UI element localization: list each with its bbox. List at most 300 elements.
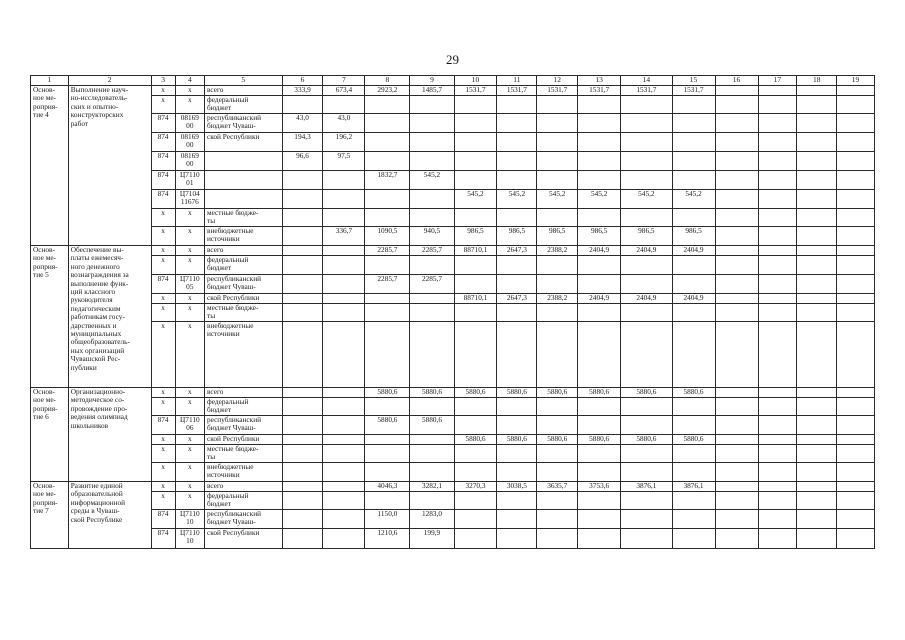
funding-amount [797, 445, 837, 463]
funding-amount [758, 246, 797, 256]
funding-amount [497, 96, 537, 114]
column-header: 16 [715, 76, 758, 86]
funding-amount [758, 445, 797, 463]
funding-amount [715, 171, 758, 190]
funding-amount [497, 529, 537, 549]
funding-amount [497, 510, 537, 529]
funding-amount [758, 435, 797, 445]
funding-amount [323, 256, 365, 275]
funding-amount [837, 388, 875, 398]
table-row [31, 256, 875, 275]
funding-amount [672, 463, 715, 482]
target-article-code: х [175, 304, 204, 322]
funding-amount [837, 529, 875, 549]
funding-amount [282, 304, 323, 322]
measure-name: Основ- ное ме- роприя- тие 4 [31, 86, 69, 246]
grbs-code: х [151, 482, 175, 492]
funding-amount [537, 256, 578, 275]
table-row [31, 435, 875, 445]
funding-amount [797, 398, 837, 416]
funding-amount [621, 492, 672, 510]
funding-amount: 545,2 [537, 190, 578, 209]
funding-amount [621, 463, 672, 482]
funding-amount [797, 529, 837, 549]
table-row [31, 482, 875, 492]
table-row [31, 227, 875, 246]
funding-amount [758, 388, 797, 398]
funding-amount [797, 246, 837, 256]
target-article-code: х [175, 445, 204, 463]
table-row [31, 492, 875, 510]
funding-amount: 5880,6 [578, 388, 621, 398]
measure-description: Развитие единой образовательной информационной среды в Чуваш- ской Республике [68, 482, 151, 549]
funding-amount [758, 256, 797, 275]
funding-amount [578, 416, 621, 435]
table-row [31, 416, 875, 435]
funding-amount [837, 96, 875, 114]
funding-amount: 2404,9 [578, 246, 621, 256]
funding-amount [410, 190, 454, 209]
target-article-code: Ц7110 01 [175, 171, 204, 190]
funding-amount: 5880,6 [454, 388, 497, 398]
table-row [31, 322, 875, 388]
funding-amount: 986,5 [621, 227, 672, 246]
funding-amount [578, 256, 621, 275]
funding-amount [715, 275, 758, 294]
funding-amount [537, 416, 578, 435]
funding-amount [497, 209, 537, 227]
funding-amount: 986,5 [578, 227, 621, 246]
funding-source [205, 152, 283, 171]
target-article-code: х [175, 256, 204, 275]
column-header: 12 [537, 76, 578, 86]
funding-amount [323, 416, 365, 435]
funding-amount: 1283,0 [410, 510, 454, 529]
measure-name: Основ- ное ме- роприя- тие 6 [31, 388, 69, 482]
funding-amount: 5880,6 [672, 388, 715, 398]
funding-amount [797, 510, 837, 529]
grbs-code: х [151, 322, 175, 388]
funding-amount [282, 294, 323, 304]
funding-amount [797, 256, 837, 275]
funding-amount: 199,9 [410, 529, 454, 549]
funding-amount [454, 322, 497, 388]
funding-amount [837, 322, 875, 388]
target-article-code: х [175, 322, 204, 388]
funding-amount: 97,5 [323, 152, 365, 171]
funding-amount: 2285,7 [365, 246, 410, 256]
funding-amount [715, 256, 758, 275]
funding-amount [323, 294, 365, 304]
target-article-code: Ц7110 05 [175, 275, 204, 294]
funding-amount: 1832,7 [365, 171, 410, 190]
funding-amount [715, 133, 758, 152]
funding-amount [323, 435, 365, 445]
funding-amount [578, 114, 621, 133]
funding-amount: 1531,7 [497, 86, 537, 96]
grbs-code: х [151, 227, 175, 246]
funding-amount [454, 398, 497, 416]
table-row [31, 445, 875, 463]
funding-amount [323, 246, 365, 256]
grbs-code: х [151, 445, 175, 463]
funding-amount [621, 209, 672, 227]
funding-amount [837, 294, 875, 304]
funding-amount [758, 294, 797, 304]
funding-amount [837, 256, 875, 275]
funding-source: местные бюдже- ты [205, 304, 283, 322]
funding-amount [578, 209, 621, 227]
funding-amount [282, 463, 323, 482]
funding-amount [797, 416, 837, 435]
funding-amount [537, 492, 578, 510]
funding-amount: 336,7 [323, 227, 365, 246]
funding-amount: 3876,1 [621, 482, 672, 492]
funding-amount: 1210,6 [365, 529, 410, 549]
funding-amount [672, 445, 715, 463]
funding-source: республиканский бюджет Чуваш- [205, 510, 283, 529]
funding-amount [323, 209, 365, 227]
funding-amount [497, 398, 537, 416]
funding-amount: 3270,3 [454, 482, 497, 492]
table-row [31, 96, 875, 114]
funding-amount [410, 152, 454, 171]
funding-amount [837, 114, 875, 133]
funding-amount [323, 190, 365, 209]
funding-amount [282, 492, 323, 510]
funding-amount [410, 114, 454, 133]
funding-amount: 5880,6 [621, 388, 672, 398]
target-article-code: х [175, 86, 204, 96]
grbs-code: х [151, 86, 175, 96]
funding-amount [758, 529, 797, 549]
funding-amount [365, 398, 410, 416]
funding-amount [715, 445, 758, 463]
funding-amount [621, 304, 672, 322]
funding-amount [497, 152, 537, 171]
funding-amount [323, 529, 365, 549]
funding-amount: 545,2 [621, 190, 672, 209]
funding-amount [282, 275, 323, 294]
funding-amount [365, 322, 410, 388]
table-row [31, 398, 875, 416]
funding-amount [797, 190, 837, 209]
funding-amount: 88710,1 [454, 246, 497, 256]
funding-amount [578, 96, 621, 114]
column-header: 2 [68, 76, 151, 86]
funding-amount [323, 445, 365, 463]
funding-amount [323, 398, 365, 416]
column-header: 15 [672, 76, 715, 86]
funding-amount [715, 304, 758, 322]
funding-amount: 1531,7 [621, 86, 672, 96]
funding-amount [578, 171, 621, 190]
funding-amount [497, 463, 537, 482]
funding-source: федеральный бюджет [205, 96, 283, 114]
funding-source: всего [205, 388, 283, 398]
funding-amount [797, 304, 837, 322]
target-article-code: х [175, 492, 204, 510]
funding-amount [672, 304, 715, 322]
funding-amount [365, 209, 410, 227]
funding-amount [323, 322, 365, 388]
funding-amount [621, 416, 672, 435]
funding-amount: 1485,7 [410, 86, 454, 96]
table-row [31, 529, 875, 549]
funding-amount: 1090,5 [365, 227, 410, 246]
funding-amount [578, 529, 621, 549]
funding-amount [837, 510, 875, 529]
funding-amount [410, 209, 454, 227]
funding-amount: 2285,7 [410, 246, 454, 256]
funding-amount [578, 133, 621, 152]
funding-amount: 196,2 [323, 133, 365, 152]
funding-amount [410, 304, 454, 322]
funding-amount [282, 529, 323, 549]
funding-amount [323, 171, 365, 190]
funding-amount: 5880,6 [537, 435, 578, 445]
funding-amount [323, 492, 365, 510]
funding-amount [797, 227, 837, 246]
funding-amount: 3282,1 [410, 482, 454, 492]
funding-amount [672, 171, 715, 190]
target-article-code: х [175, 482, 204, 492]
table-row [31, 209, 875, 227]
funding-amount [672, 96, 715, 114]
funding-amount: 333,9 [282, 86, 323, 96]
funding-amount [537, 133, 578, 152]
funding-amount [497, 416, 537, 435]
funding-amount [715, 529, 758, 549]
funding-amount: 2404,9 [578, 294, 621, 304]
funding-amount [758, 492, 797, 510]
funding-amount: 545,2 [454, 190, 497, 209]
target-article-code: 08169 00 [175, 152, 204, 171]
funding-amount [454, 492, 497, 510]
funding-amount: 986,5 [454, 227, 497, 246]
funding-amount: 88710,1 [454, 294, 497, 304]
funding-amount [537, 152, 578, 171]
funding-amount [715, 294, 758, 304]
funding-amount [365, 96, 410, 114]
funding-amount [758, 398, 797, 416]
column-header: 11 [497, 76, 537, 86]
funding-amount: 5880,6 [537, 388, 578, 398]
funding-amount [497, 275, 537, 294]
funding-amount [837, 275, 875, 294]
budget-table [30, 75, 875, 549]
funding-source: федеральный бюджет [205, 256, 283, 275]
funding-amount [837, 435, 875, 445]
funding-amount [323, 275, 365, 294]
funding-amount [537, 171, 578, 190]
target-article-code: Ц7110 10 [175, 529, 204, 549]
column-header: 4 [175, 76, 204, 86]
funding-amount [282, 445, 323, 463]
target-article-code: х [175, 388, 204, 398]
table-row [31, 190, 875, 209]
funding-source: федеральный бюджет [205, 492, 283, 510]
funding-amount: 2647,3 [497, 294, 537, 304]
funding-amount [537, 445, 578, 463]
funding-amount: 545,2 [672, 190, 715, 209]
target-article-code: х [175, 398, 204, 416]
funding-amount [621, 171, 672, 190]
funding-amount [837, 152, 875, 171]
funding-amount [758, 96, 797, 114]
funding-amount [410, 445, 454, 463]
funding-amount [497, 256, 537, 275]
funding-source: местные бюдже- ты [205, 445, 283, 463]
funding-amount [365, 294, 410, 304]
funding-amount: 1531,7 [578, 86, 621, 96]
funding-amount: 194,3 [282, 133, 323, 152]
grbs-code: 874 [151, 133, 175, 152]
funding-amount: 5880,6 [578, 435, 621, 445]
funding-amount [621, 529, 672, 549]
column-header: 5 [205, 76, 283, 86]
grbs-code: х [151, 96, 175, 114]
funding-amount: 2388,2 [537, 294, 578, 304]
funding-amount: 5880,6 [454, 435, 497, 445]
target-article-code: х [175, 96, 204, 114]
funding-amount [282, 398, 323, 416]
funding-amount [672, 398, 715, 416]
grbs-code: х [151, 492, 175, 510]
funding-amount [715, 190, 758, 209]
funding-amount [410, 492, 454, 510]
funding-amount [758, 209, 797, 227]
funding-source: ской Республики [205, 294, 283, 304]
funding-amount [454, 445, 497, 463]
funding-amount [837, 416, 875, 435]
grbs-code: х [151, 388, 175, 398]
grbs-code: х [151, 294, 175, 304]
funding-amount [758, 510, 797, 529]
funding-amount [365, 492, 410, 510]
funding-amount [410, 322, 454, 388]
funding-amount: 5880,6 [365, 388, 410, 398]
funding-amount [621, 114, 672, 133]
funding-amount [537, 275, 578, 294]
funding-source: ской Республики [205, 133, 283, 152]
funding-amount: 5880,6 [497, 435, 537, 445]
funding-amount [672, 256, 715, 275]
funding-amount [715, 227, 758, 246]
funding-amount [758, 190, 797, 209]
funding-amount [758, 86, 797, 96]
target-article-code: х [175, 435, 204, 445]
grbs-code: х [151, 398, 175, 416]
grbs-code: х [151, 463, 175, 482]
funding-amount: 940,5 [410, 227, 454, 246]
funding-amount [715, 209, 758, 227]
funding-amount [715, 416, 758, 435]
funding-amount [672, 322, 715, 388]
funding-amount [282, 209, 323, 227]
grbs-code: х [151, 246, 175, 256]
funding-amount [715, 398, 758, 416]
funding-amount [323, 463, 365, 482]
target-article-code: х [175, 209, 204, 227]
funding-amount [758, 171, 797, 190]
target-article-code: х [175, 246, 204, 256]
funding-amount [578, 304, 621, 322]
funding-amount [837, 398, 875, 416]
funding-amount [621, 322, 672, 388]
funding-amount [454, 256, 497, 275]
funding-amount [715, 152, 758, 171]
funding-amount [837, 246, 875, 256]
funding-amount [672, 114, 715, 133]
funding-amount [758, 275, 797, 294]
funding-amount: 3753,6 [578, 482, 621, 492]
grbs-code: 874 [151, 416, 175, 435]
funding-amount [797, 86, 837, 96]
funding-amount [410, 398, 454, 416]
funding-amount [837, 86, 875, 96]
funding-amount [578, 398, 621, 416]
funding-amount: 2647,3 [497, 246, 537, 256]
funding-amount [537, 322, 578, 388]
funding-amount: 545,2 [578, 190, 621, 209]
funding-amount [410, 435, 454, 445]
funding-source: ской Республики [205, 529, 283, 549]
funding-amount [715, 114, 758, 133]
funding-amount [797, 322, 837, 388]
funding-source: всего [205, 86, 283, 96]
table-row [31, 463, 875, 482]
funding-amount [497, 492, 537, 510]
funding-amount [282, 256, 323, 275]
funding-amount [454, 510, 497, 529]
funding-amount: 43,0 [282, 114, 323, 133]
funding-amount [365, 114, 410, 133]
funding-source: внебюджетные источники [205, 227, 283, 246]
grbs-code: х [151, 256, 175, 275]
funding-source: федеральный бюджет [205, 398, 283, 416]
table-row [31, 304, 875, 322]
funding-amount: 1150,0 [365, 510, 410, 529]
funding-amount [837, 304, 875, 322]
funding-amount [715, 86, 758, 96]
funding-amount: 5880,6 [410, 388, 454, 398]
funding-amount [578, 445, 621, 463]
funding-amount: 2923,2 [365, 86, 410, 96]
funding-amount: 2404,9 [621, 246, 672, 256]
funding-amount [454, 96, 497, 114]
funding-amount [365, 304, 410, 322]
grbs-code: 874 [151, 275, 175, 294]
funding-amount [323, 510, 365, 529]
funding-amount [837, 209, 875, 227]
table-row [31, 294, 875, 304]
funding-amount [497, 133, 537, 152]
funding-amount [282, 96, 323, 114]
funding-amount: 2285,7 [365, 275, 410, 294]
funding-amount [837, 133, 875, 152]
funding-amount [365, 133, 410, 152]
column-header: 3 [151, 76, 175, 86]
funding-amount [410, 294, 454, 304]
funding-amount [621, 510, 672, 529]
funding-amount [797, 114, 837, 133]
column-header: 1 [31, 76, 69, 86]
measure-name: Основ- ное ме- роприя- тие 7 [31, 482, 69, 549]
funding-amount: 3635,7 [537, 482, 578, 492]
grbs-code: 874 [151, 510, 175, 529]
funding-amount [715, 322, 758, 388]
